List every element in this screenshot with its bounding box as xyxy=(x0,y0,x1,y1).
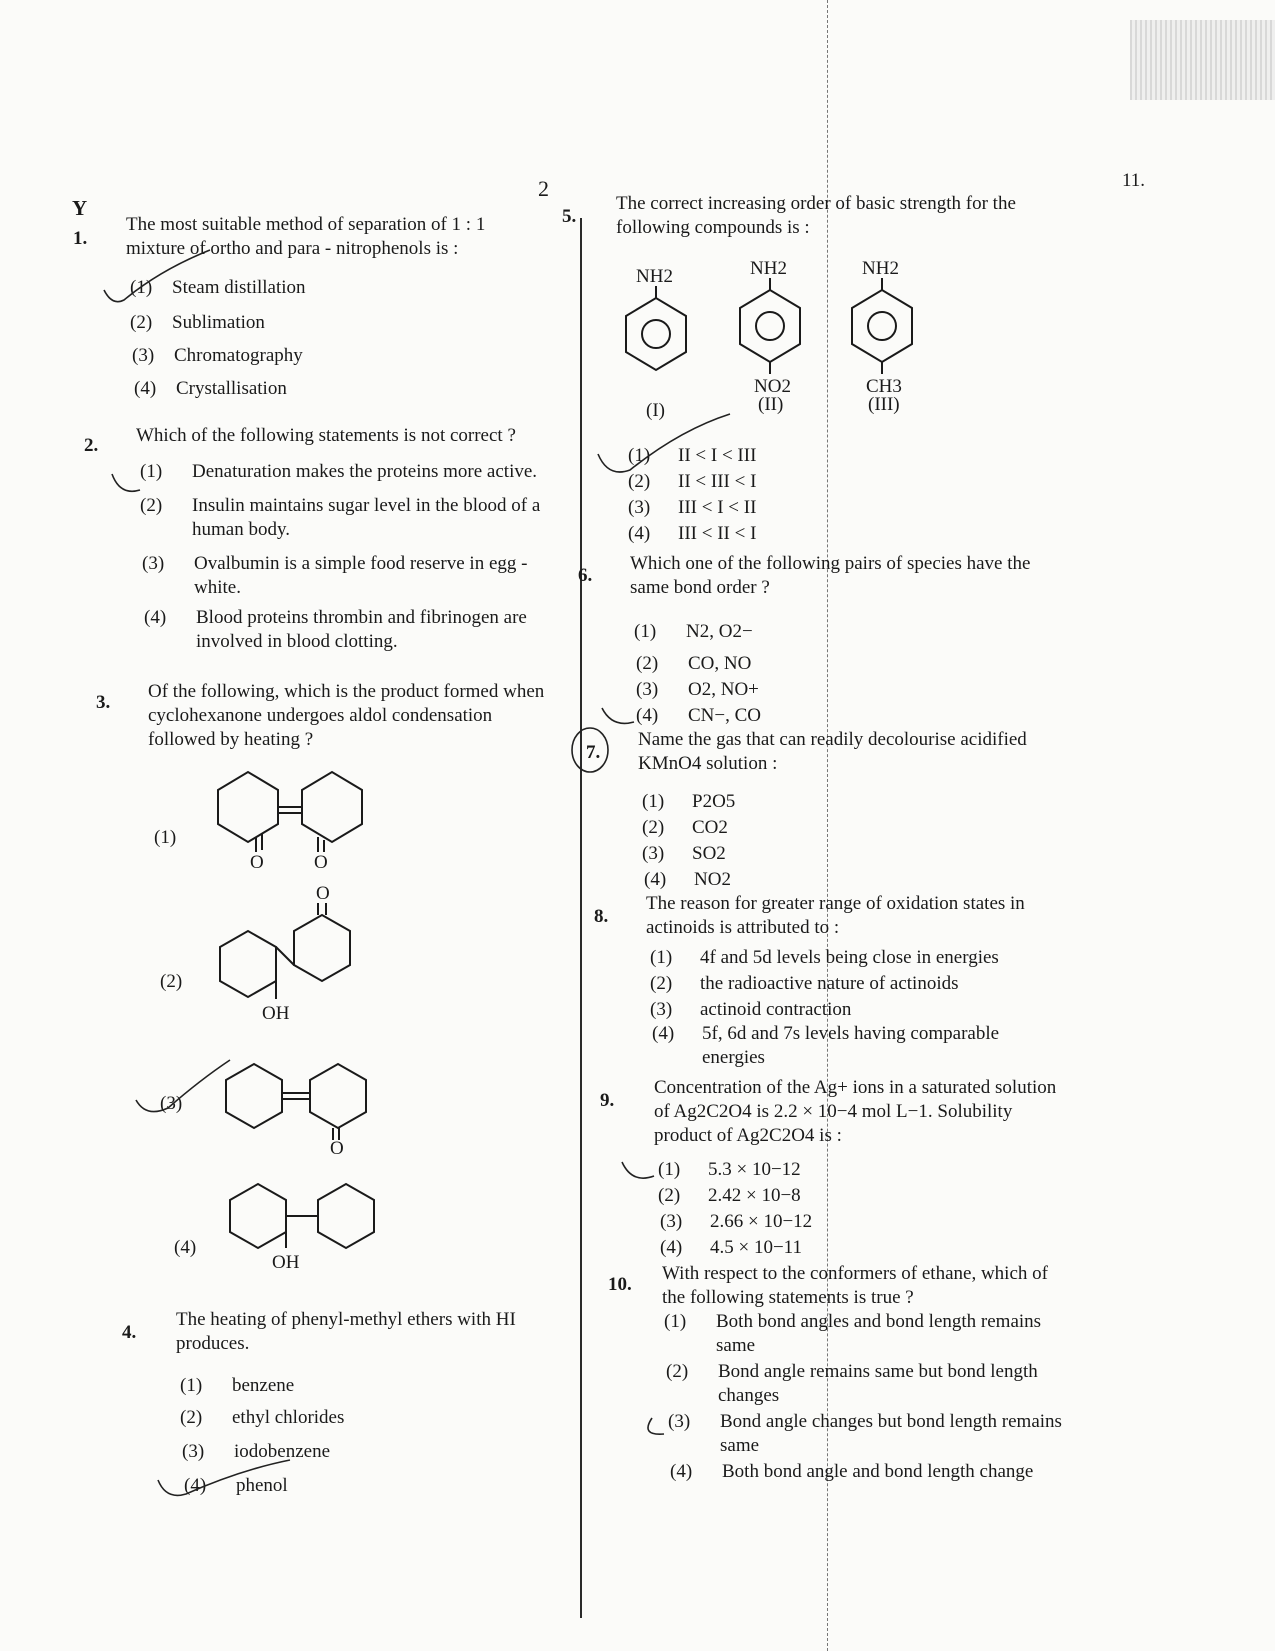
option-number: (4) xyxy=(644,869,667,890)
option-number: (1) xyxy=(664,1311,687,1332)
option-text: iodobenzene xyxy=(234,1441,331,1462)
option-number: (2) xyxy=(628,471,651,492)
option-number: (2) xyxy=(160,971,183,992)
option-number: (3) xyxy=(668,1411,691,1432)
amine-label: NH2 xyxy=(750,258,787,279)
question-number: 7. xyxy=(586,742,601,763)
option-text: Both bond angle and bond length change xyxy=(722,1461,1034,1482)
question-number: 10. xyxy=(608,1274,632,1295)
page-number: 2 xyxy=(538,176,549,201)
question-text: The most suitable method of separation of 1 : 1 mixture of ortho and para - nitrophenols is : xyxy=(126,214,486,259)
option-number: (3) xyxy=(182,1441,205,1462)
nitro-label: NO2 xyxy=(754,376,791,397)
question-number: 2. xyxy=(84,435,99,456)
right-marker: 11. xyxy=(1122,170,1146,191)
option-text: Blood proteins thrombin and fibrinogen are involved in blood clotting. xyxy=(196,607,527,652)
option-text: NO2 xyxy=(694,869,731,890)
option-text: N2, O2− xyxy=(686,621,753,642)
option-number: (1) xyxy=(642,791,665,812)
oxygen-label: O xyxy=(330,1138,344,1159)
question-text: The reason for greater range of oxidation states in actinoids is attributed to : xyxy=(646,893,1025,938)
option-number: (4) xyxy=(660,1237,683,1258)
option-number: (3) xyxy=(160,1093,183,1114)
option-text: 5f, 6d and 7s levels having comparable energies xyxy=(702,1023,1000,1068)
option-number: (3) xyxy=(132,345,155,366)
option-text: phenol xyxy=(236,1475,288,1496)
option-text: Denaturation makes the proteins more active. xyxy=(192,461,538,482)
option-text: SO2 xyxy=(692,843,726,864)
question-text: The correct increasing order of basic strength for the following compounds is : xyxy=(616,193,1016,238)
methyl-label: CH3 xyxy=(866,376,902,397)
option-number: (2) xyxy=(666,1361,689,1382)
option-number: (1) xyxy=(140,461,163,482)
oxygen-label: O xyxy=(314,852,328,873)
option-text: benzene xyxy=(232,1375,295,1396)
option-text: Steam distillation xyxy=(172,277,306,298)
option-text: O2, NO+ xyxy=(688,679,759,700)
option-text: 4f and 5d levels being close in energies xyxy=(700,947,999,968)
option-number: (1) xyxy=(154,827,177,848)
option-number: (2) xyxy=(658,1185,681,1206)
option-number: (2) xyxy=(180,1407,203,1428)
question-number: 5. xyxy=(562,206,577,227)
option-text: CN−, CO xyxy=(688,705,762,726)
option-text: 2.66 × 10−12 xyxy=(710,1211,813,1232)
compound-label: (III) xyxy=(868,394,900,415)
option-text: CO, NO xyxy=(688,653,752,674)
option-text: Chromatography xyxy=(174,345,303,366)
option-text: Insulin maintains sugar level in the blood of a human body. xyxy=(192,495,541,540)
option-text: ethyl chlorides xyxy=(232,1407,345,1428)
option-text: Crystallisation xyxy=(176,378,287,399)
option-number: (1) xyxy=(650,947,673,968)
question-text: Which one of the following pairs of species have the same bond order ? xyxy=(630,553,1031,598)
option-number: (1) xyxy=(180,1375,203,1396)
option-number: (4) xyxy=(134,378,157,399)
option-text: Bond angle remains same but bond length changes xyxy=(718,1361,1038,1406)
option-number: (2) xyxy=(642,817,665,838)
option-number: (3) xyxy=(636,679,659,700)
option-number: (4) xyxy=(184,1475,207,1496)
option-number: (2) xyxy=(650,973,673,994)
oxygen-label: O xyxy=(316,883,330,904)
option-number: (1) xyxy=(658,1159,681,1180)
option-number: (4) xyxy=(652,1023,675,1044)
option-number: (3) xyxy=(650,999,673,1020)
hydroxyl-label: OH xyxy=(272,1252,300,1273)
option-number: (2) xyxy=(140,495,163,516)
question-text: Name the gas that can readily decolourise acidified KMnO4 solution : xyxy=(638,729,1027,774)
amine-label: NH2 xyxy=(636,266,673,287)
option-text: P2O5 xyxy=(692,791,736,812)
question-text: The heating of phenyl-methyl ethers with HI produces. xyxy=(176,1309,516,1354)
question-text: Concentration of the Ag+ ions in a saturated solution of Ag2C2O4 is 2.2 × 10−4 mol L−1. Solubility product of Ag2C2O4 is : xyxy=(654,1077,1057,1146)
option-text: Both bond angles and bond length remains same xyxy=(716,1311,1042,1356)
option-text: 4.5 × 10−11 xyxy=(710,1237,802,1258)
option-text: Bond angle changes but bond length remains same xyxy=(720,1411,1062,1456)
option-number: (4) xyxy=(670,1461,693,1482)
series-code: Y xyxy=(72,196,88,220)
option-text: III < I < II xyxy=(678,497,757,518)
option-number: (4) xyxy=(628,523,651,544)
question-number: 3. xyxy=(96,692,111,713)
option-number: (2) xyxy=(636,653,659,674)
option-number: (4) xyxy=(636,705,659,726)
question-text: Which of the following statements is not correct ? xyxy=(136,425,516,446)
option-text: CO2 xyxy=(692,817,728,838)
hydroxyl-label: OH xyxy=(262,1003,290,1024)
option-text: actinoid contraction xyxy=(700,999,852,1020)
option-number: (1) xyxy=(634,621,657,642)
question-number: 9. xyxy=(600,1090,615,1111)
option-text: II < III < I xyxy=(678,471,757,492)
question-number: 1. xyxy=(73,228,88,249)
option-text: 2.42 × 10−8 xyxy=(708,1185,801,1206)
option-number: (3) xyxy=(642,843,665,864)
option-number: (1) xyxy=(130,277,153,298)
option-number: (3) xyxy=(142,553,165,574)
option-text: III < II < I xyxy=(678,523,757,544)
option-text: Sublimation xyxy=(172,312,265,333)
compound-label: (I) xyxy=(646,400,665,421)
option-number: (2) xyxy=(130,312,153,333)
oxygen-label: O xyxy=(250,852,264,873)
option-text: the radioactive nature of actinoids xyxy=(700,973,959,994)
option-text: II < I < III xyxy=(678,445,757,466)
question-number: 4. xyxy=(122,1322,137,1343)
option-number: (4) xyxy=(144,607,167,628)
option-number: (4) xyxy=(174,1237,197,1258)
question-number: 6. xyxy=(578,565,593,586)
option-number: (3) xyxy=(628,497,651,518)
compound-label: (II) xyxy=(758,394,784,415)
question-text: With respect to the conformers of ethane, which of the following statements is true ? xyxy=(662,1263,1048,1308)
amine-label: NH2 xyxy=(862,258,899,279)
option-number: (3) xyxy=(660,1211,683,1232)
option-number: (1) xyxy=(628,445,651,466)
question-number: 8. xyxy=(594,906,609,927)
option-text: Ovalbumin is a simple food reserve in egg - white. xyxy=(194,553,528,598)
question-text: Of the following, which is the product formed when cyclohexanone undergoes aldol condensation followed by heating ? xyxy=(148,681,545,750)
option-text: 5.3 × 10−12 xyxy=(708,1159,801,1180)
